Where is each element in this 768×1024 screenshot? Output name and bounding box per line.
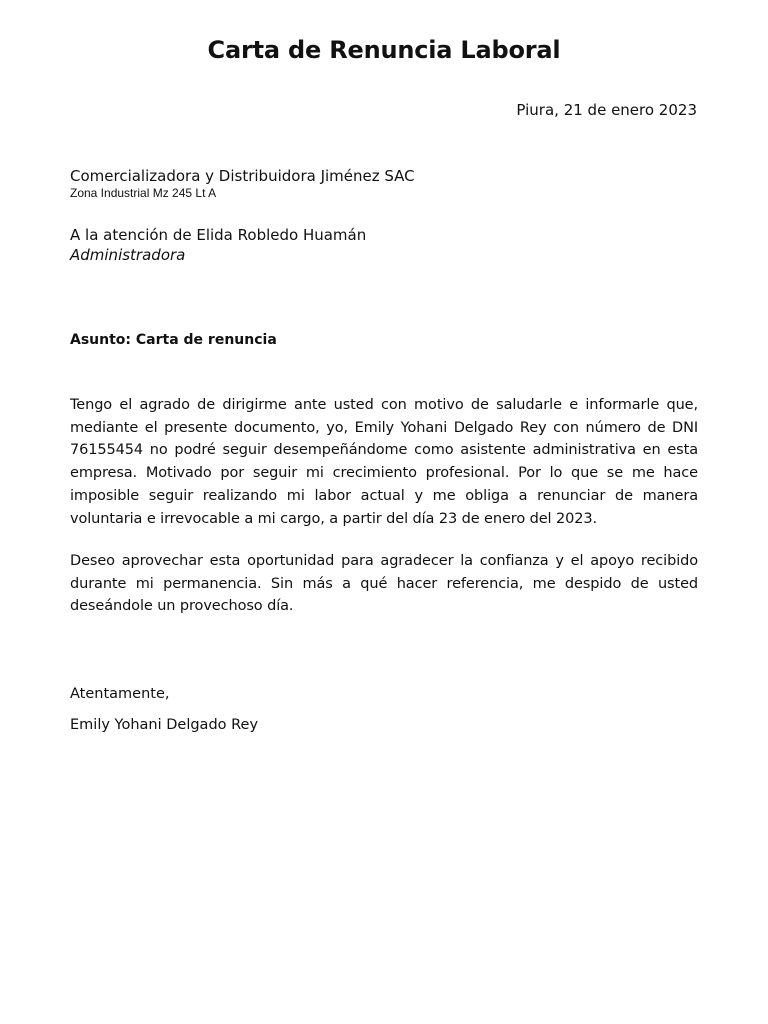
signature-name: Emily Yohani Delgado Rey xyxy=(70,717,259,733)
letter-date: Piura, 21 de enero 2023 xyxy=(516,101,697,119)
letter-closing: Atentamente, xyxy=(70,686,170,702)
recipient-role: Administradora xyxy=(70,246,186,264)
letter-subject: Asunto: Carta de renuncia xyxy=(70,332,277,348)
letter-title: Carta de Renuncia Laboral xyxy=(207,36,561,64)
recipient-address: Zona Industrial Mz 245 Lt A xyxy=(70,186,217,200)
body-paragraph-1: Tengo el agrado de dirigirme ante usted con motivo de saludarle e informarle que, mediante el presente documento, yo, Emily Yohani Delgado Rey con número de DNI 76155454 no podré seguir desempeñándome como asistente administrativa en esta empresa. Motivado por seguir mi crecimiento profesional. Por lo que se me hace imposible seguir realizando mi labor actual y me obliga a renunciar de manera voluntaria e irrevocable a mi cargo, a partir del día 23 de enero del 2023. xyxy=(70,397,698,527)
body-paragraph-2: Deseo aprovechar esta oportunidad para agradecer la confianza y el apoyo recibido durante mi permanencia. Sin más a qué hacer referencia, me despido de usted deseándole un provechoso día. xyxy=(70,553,698,615)
recipient-company: Comercializadora y Distribuidora Jiménez SAC xyxy=(70,167,415,185)
recipient-attention: A la atención de Elida Robledo Huamán xyxy=(70,226,367,244)
